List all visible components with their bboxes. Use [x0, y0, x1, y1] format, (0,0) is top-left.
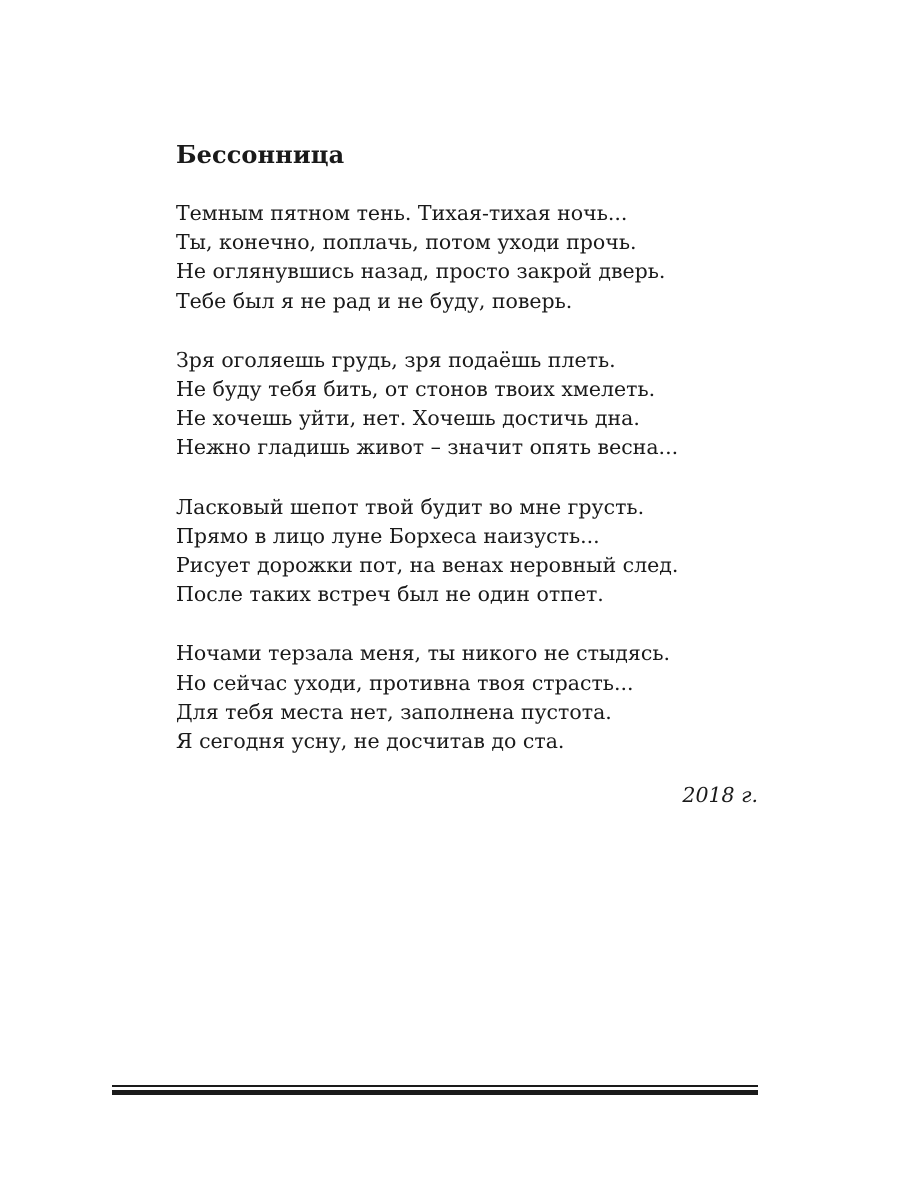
poem-title: Бессонница — [176, 140, 345, 169]
poem-line: Прямо в лицо луне Борхеса наизусть... — [176, 523, 600, 548]
poem-line: Ласковый шепот твой будит во мне грусть. — [176, 494, 645, 519]
poem-line: Ночами терзала меня, ты никого не стыдясь. — [176, 641, 671, 666]
poem-line: Я сегодня усну, не досчитав до ста. — [176, 729, 565, 754]
poem-line: Нежно гладишь живот – значит опять весна... — [176, 435, 679, 460]
poem-line: Для тебя места нет, заполнена пустота. — [176, 699, 612, 724]
footer-rule-thick — [112, 1090, 758, 1095]
poem-body — [176, 199, 796, 786]
poem-line: Не оглянувшись назад, просто закрой дверь. — [176, 259, 666, 284]
poem-line: Не буду тебя бить, от стонов твоих хмелеть. — [176, 377, 656, 402]
poem-line: Но сейчас уходи, противна твоя страсть... — [176, 670, 634, 695]
poem-line: После таких встреч был не один отпет. — [176, 582, 604, 607]
poem-line: Не хочешь уйти, нет. Хочешь достичь дна. — [176, 406, 640, 431]
poem-line: Тебе был я не рад и не буду, поверь. — [176, 288, 573, 313]
stanza-2 — [176, 346, 796, 463]
stanza-1 — [176, 199, 796, 316]
poem-line: Темным пятном тень. Тихая-тихая ночь... — [176, 201, 628, 225]
poem-line: Рисует дорожки пот, на венах неровный след. — [176, 553, 679, 578]
poem-date: 2018 г. — [682, 783, 758, 807]
poem-line: Ты, конечно, поплачь, потом уходи прочь. — [176, 230, 637, 255]
stanza-3 — [176, 493, 796, 610]
poem-line: Зря оголяешь грудь, зря подаёшь плеть. — [176, 347, 616, 372]
stanza-4 — [176, 639, 796, 756]
footer-rule-thin — [112, 1085, 758, 1087]
